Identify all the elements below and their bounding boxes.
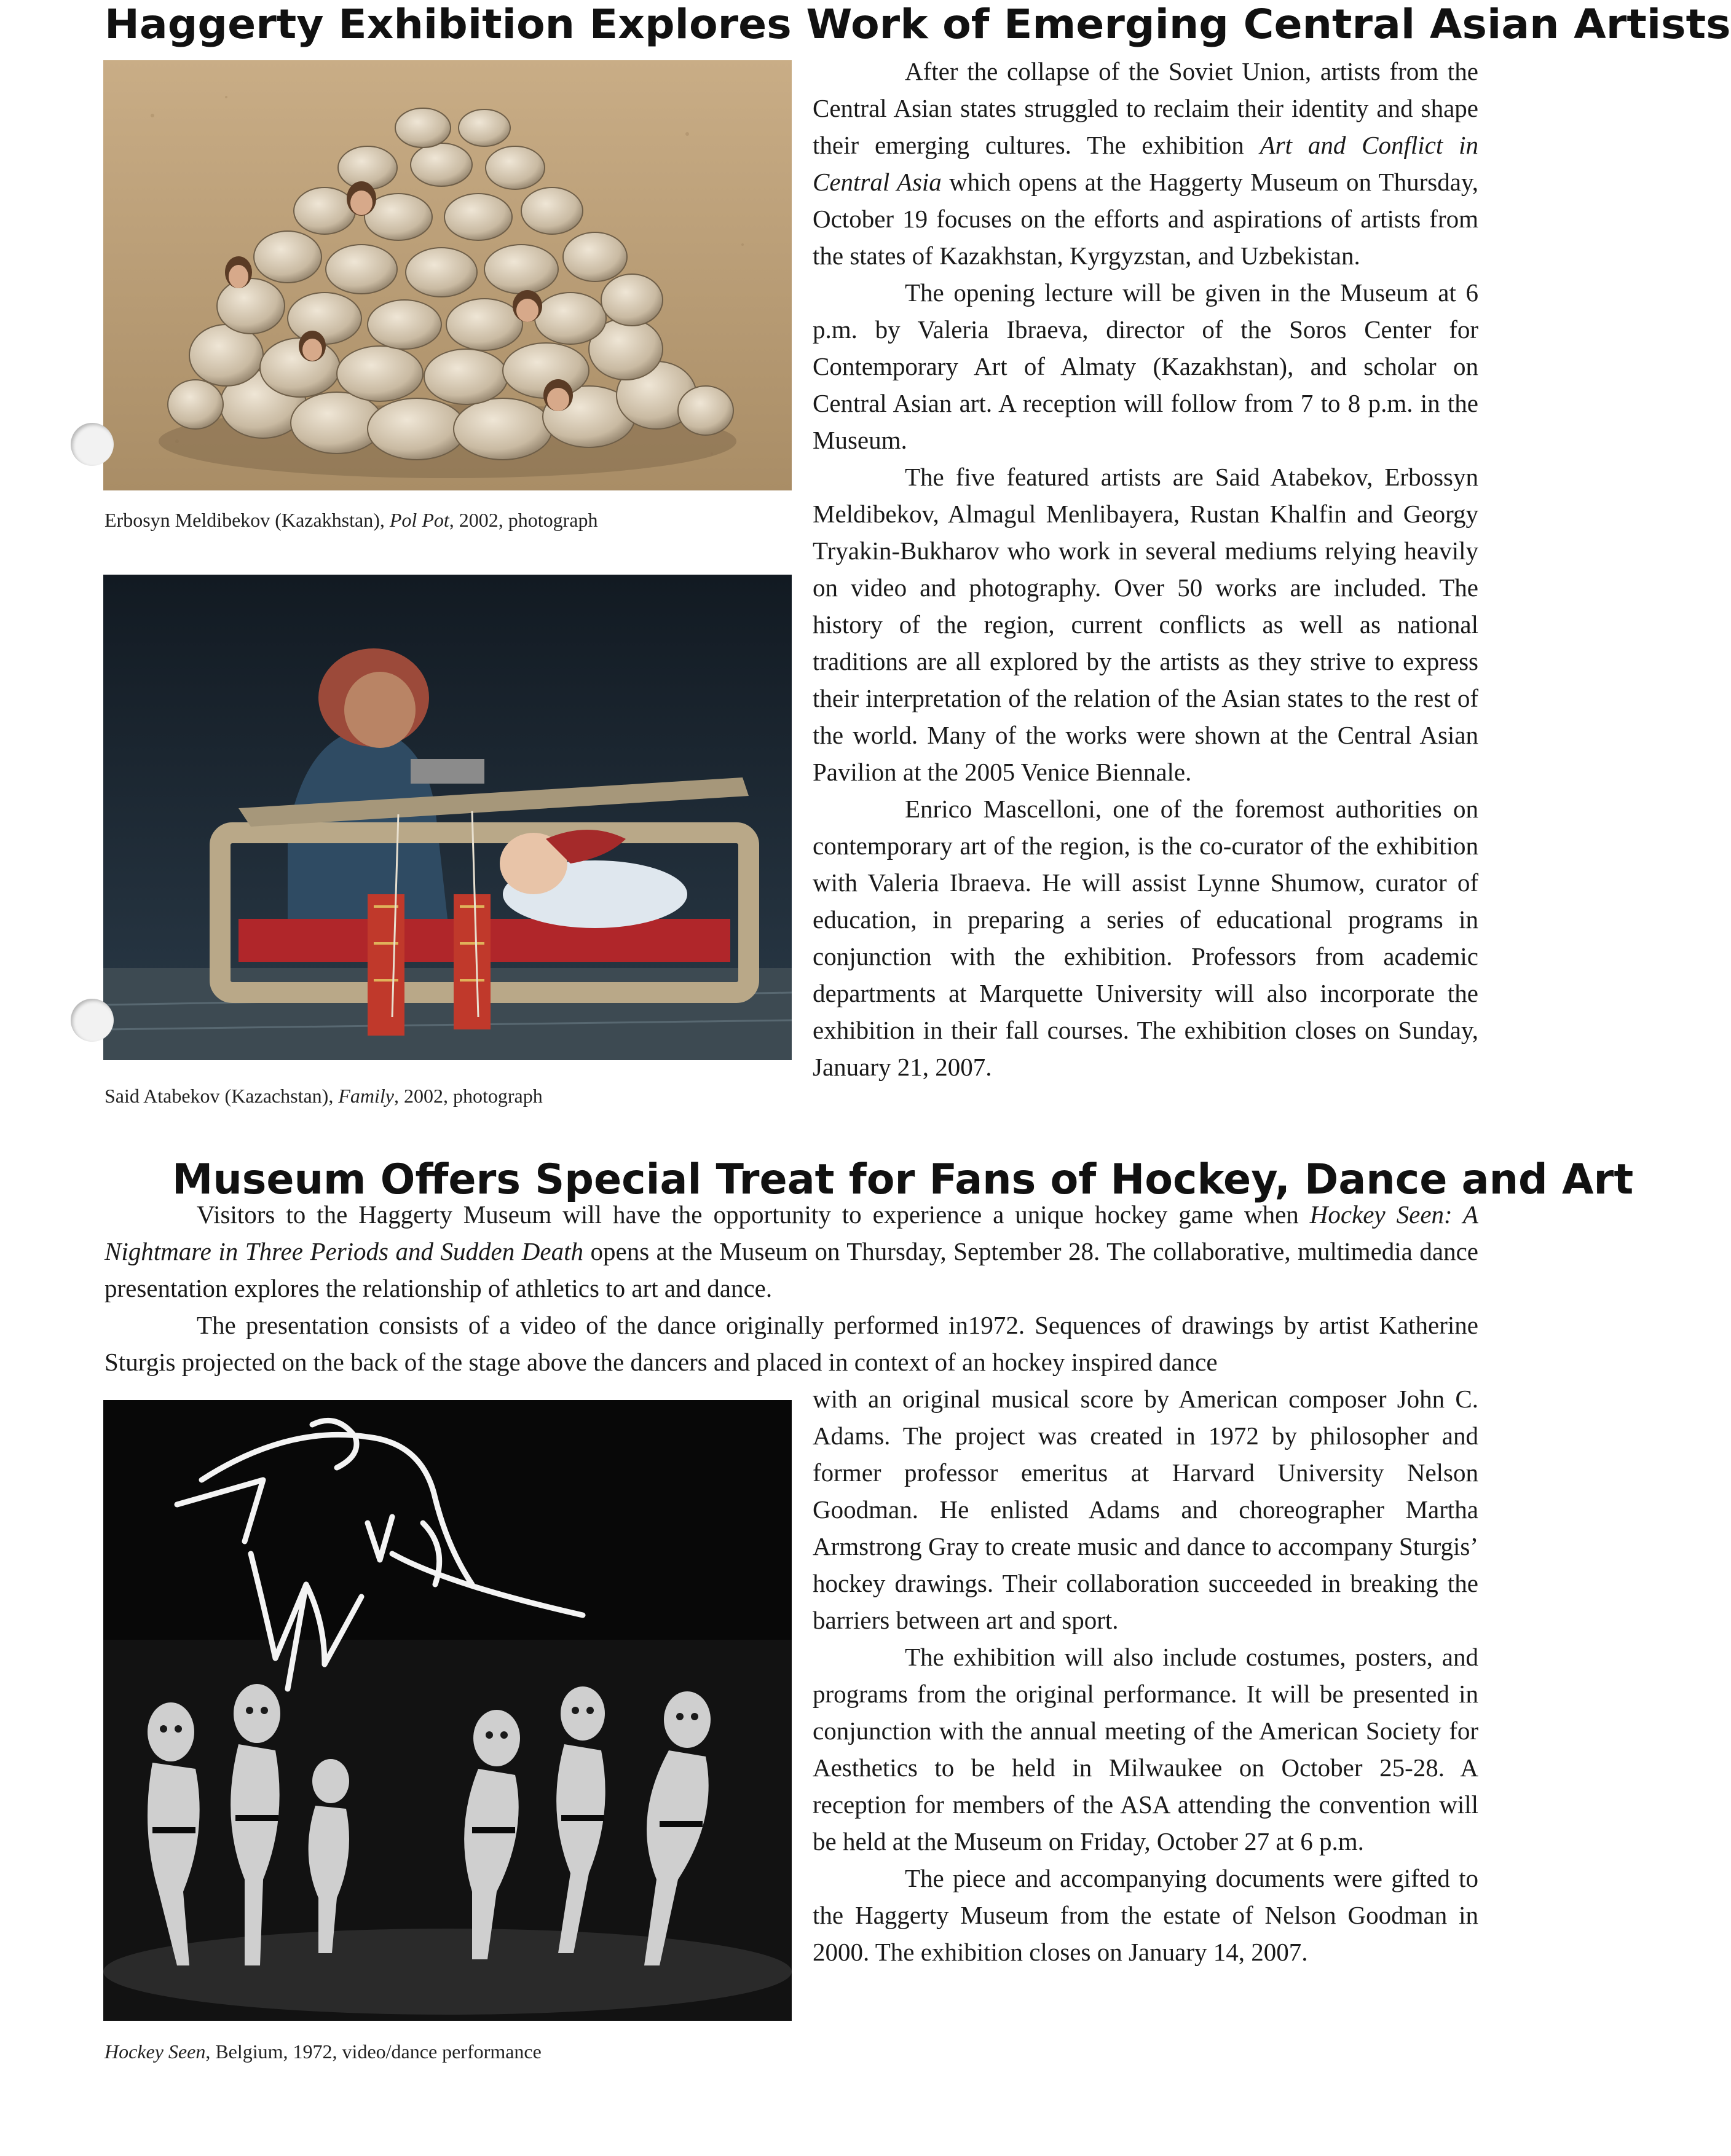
article-2-paragraph: Visitors to the Haggerty Museum will have the opportunity to experience a unique hockey game when Hockey Seen: A Nightmare in Three Periods and Sudden Death opens at the Museum on Thursday, September 28. The collaborative, multimedia dance presentation explores the relationship of athletics to art and dance. xyxy=(104,1200,1478,1302)
pol-pot-photo xyxy=(103,60,792,490)
article-2-paragraph: The presentation consists of a video of the dance originally performed in1972. Sequences of drawings by artist Katherine Sturgis projected on the back of the stage above the dancers and placed in context of an hockey inspired dance xyxy=(104,1311,1478,1376)
article-1-paragraph: The opening lecture will be given in the Museum at 6 p.m. by Valeria Ibraeva, director of the Soros Center for Contemporary Art of Almaty (Kazakhstan), and scholar on Central Asian art. A reception will follow from 7 to 8 p.m. in the Museum. xyxy=(813,278,1478,454)
article-2-headline: Museum Offers Special Treat for Fans of Hockey, Dance and Art xyxy=(172,1155,1634,1204)
article-1-paragraph: Enrico Mascelloni, one of the foremost authorities on contemporary art of the region, is the co-curator of the exhibition with Valeria Ibraeva. He will assist Lynne Shumow, curator of education, in preparing a series of educational programs in conjunction with the exhibition. Professors from academic departments at Marquette University will also incorporate the exhibition in their fall courses. The exhibition closes on Sunday, January 21, 2007. xyxy=(813,795,1478,1081)
hockey-seen-photo xyxy=(103,1400,792,2021)
article-1-headline: Haggerty Exhibition Explores Work of Emerging Central Asian Artists xyxy=(104,1,1731,48)
pol-pot-caption: Erbosyn Meldibekov (Kazakhstan), Pol Pot, 2002, photograph xyxy=(104,509,598,531)
article-2-paragraph: The piece and accompanying documents were gifted to the Haggerty Museum from the estate of Nelson Goodman in 2000. The exhibition closes on January 14, 2007. xyxy=(813,1864,1478,1966)
article-2-paragraph: The exhibition will also include costumes, posters, and programs from the original performance. It will be presented in conjunction with the annual meeting of the American Society for Aesthetics to be held in Milwaukee on October 25-28. A reception for members of the ASA attending the convention will be held at the Museum on Friday, October 27 at 6 p.m. xyxy=(813,1643,1478,1855)
article-2-intro xyxy=(104,1196,1478,1380)
article-1-paragraph: After the collapse of the Soviet Union, artists from the Central Asian states struggled to reclaim their identity and shape their emerging cultures. The exhibition Art and Conflict in Central Asia which opens at the Haggerty Museum on Thursday, October 19 focuses on the efforts and aspirations of artists from the states of Kazakhstan, Kyrgyzstan, and Uzbekistan. xyxy=(813,57,1479,270)
hockey-seen-caption: Hockey Seen, Belgium, 1972, video/dance performance xyxy=(104,2040,542,2063)
family-photo xyxy=(103,575,792,1060)
binder-hole xyxy=(71,999,114,1042)
article-2-paragraph: with an original musical score by American composer John C. Adams. The project was created in 1972 by philosopher and former professor emeritus at Harvard University Nelson Goodman. He enlisted Adams and choreographer Martha Armstrong Gray to create music and dance to accompany Sturgis’ hockey drawings. Their collaboration succeeded in breaking the barriers between art and sport. xyxy=(813,1385,1478,1634)
article-1-body xyxy=(813,53,1478,1085)
article-1-paragraph: The five featured artists are Said Atabekov, Erbossyn Meldibekov, Almagul Menlibayera, Rustan Khalfin and Georgy Tryakin-Bukharov who work in several mediums relying heavily on video and photography. Over 50 works are included. The history of the region, current conflicts as well as national traditions are all explored by the artists as they strive to express their interpretation of the relation of the Asian states to the rest of the world. Many of the works were shown at the Central Asian Pavilion at the 2005 Venice Biennale. xyxy=(813,463,1478,786)
article-2-body xyxy=(813,1380,1478,1970)
binder-hole xyxy=(71,423,114,466)
family-caption: Said Atabekov (Kazachstan), Family, 2002, photograph xyxy=(104,1085,543,1107)
